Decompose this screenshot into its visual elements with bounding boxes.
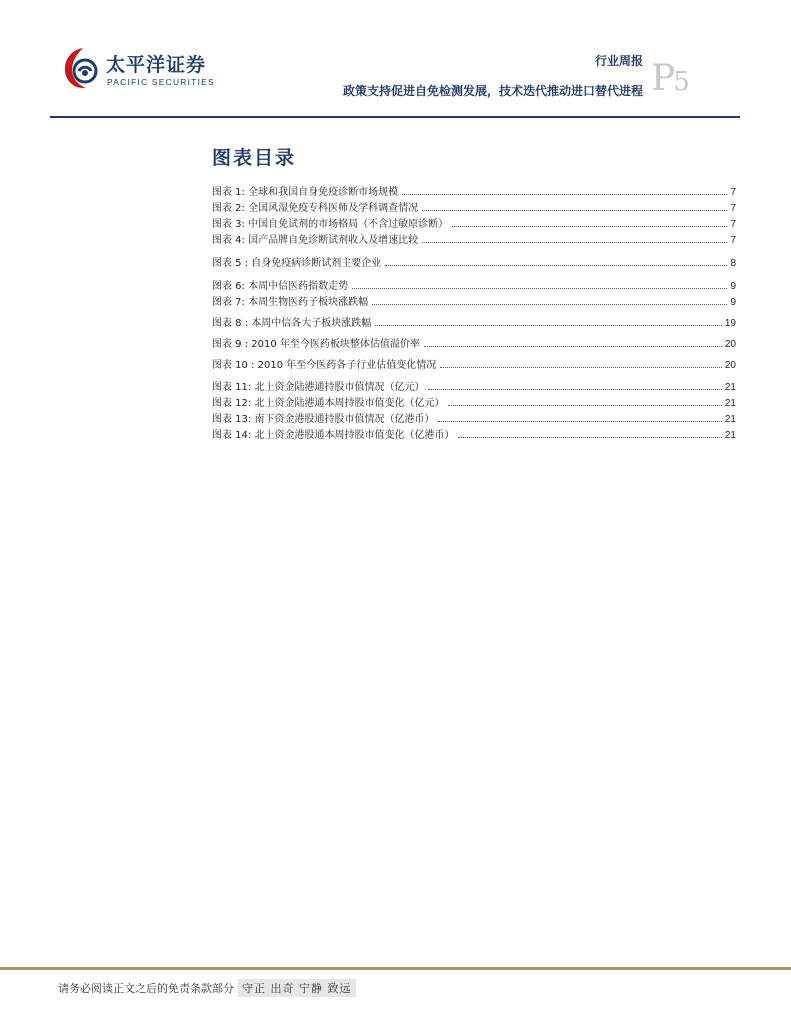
toc-leader-dots [440, 366, 722, 368]
toc-entry-label: 图表 4: 国产品牌自免诊断试剂收入及增速比较 [212, 235, 419, 246]
toc-entry-page: 20 [724, 339, 736, 350]
toc-entry-page: 9 [730, 281, 736, 292]
toc-entry-page: 21 [724, 382, 736, 393]
toc-leader-dots [428, 388, 721, 390]
disclaimer-text: 请务必阅读正文之后的免责条款部分 [58, 982, 234, 995]
toc-entry-page: 21 [724, 398, 736, 409]
toc-leader-dots [375, 324, 722, 326]
toc-entry-label: 图表 5 : 自身免疫病诊断试剂主要企业 [212, 258, 382, 269]
toc-entry-page: 21 [724, 414, 736, 425]
brand-name-en: PACIFIC SECURITIES [107, 77, 215, 87]
toc-entry[interactable] [212, 278, 736, 292]
toc-entry-label: 图表 2: 全国风湿免疫专科医师及学科调查情况 [212, 203, 419, 214]
toc-entry-label: 图表 7: 本周生物医药子板块涨跌幅 [212, 297, 369, 308]
toc-entry[interactable] [212, 395, 736, 409]
toc-entry-page: 9 [730, 297, 736, 308]
page-letter: P [651, 58, 674, 99]
brand-name-cn: 太平洋证券 [106, 54, 207, 76]
toc-leader-dots [385, 264, 727, 266]
toc-entry[interactable] [212, 336, 736, 350]
toc-leader-dots [438, 420, 721, 422]
toc-leader-dots [352, 287, 727, 289]
toc-entry-page: 21 [724, 430, 736, 441]
header-divider [50, 116, 740, 118]
toc-leader-dots [422, 241, 727, 243]
toc-entry[interactable] [212, 184, 736, 198]
toc-entry-label: 图表 10 : 2010 年至今医药各子行业估值变化情况 [212, 360, 437, 371]
report-type: 行业周报 [594, 54, 643, 68]
toc-entry[interactable] [212, 357, 736, 371]
toc-entry-label: 图表 9 : 2010 年至今医药板块整体估值溢价率 [212, 339, 420, 350]
toc-entry-page: 7 [730, 203, 736, 214]
toc-leader-dots [452, 225, 727, 227]
toc-leader-dots [458, 436, 721, 438]
toc-entry-label: 图表 12: 北上资金陆港通本周持股市值变化（亿元） [212, 398, 445, 409]
toc-leader-dots [372, 303, 727, 305]
toc-entry-label: 图表 1: 全球和我国自身免疫诊断市场规模 [212, 187, 399, 198]
toc-entry-label: 图表 14: 北上资金港股通本周持股市值变化（亿港币） [212, 430, 455, 441]
toc-entry-page: 7 [730, 219, 736, 230]
toc-entry-label: 图表 3: 中国自免试剂的市场格局（不含过敏原诊断） [212, 219, 449, 230]
toc-title: 图表目录 [212, 147, 297, 169]
toc-entry[interactable] [212, 232, 736, 246]
toc-leader-dots [448, 404, 721, 406]
page-digit: 5 [673, 67, 688, 97]
toc-entry-label: 图表 13: 南下资金港股通持股市值情况（亿港币） [212, 414, 435, 425]
toc-entry[interactable] [212, 294, 736, 308]
toc-entry[interactable] [212, 200, 736, 214]
toc-leader-dots [424, 345, 722, 347]
toc-entry[interactable] [212, 255, 736, 269]
pacific-logo-icon [62, 44, 104, 92]
toc-entry-label: 图表 11: 北上资金陆港通持股市值情况（亿元） [212, 382, 425, 393]
toc-entry[interactable] [212, 411, 736, 425]
footer-divider [0, 967, 791, 970]
toc-entry-label: 图表 8 : 本周中信各大子板块涨跌幅 [212, 318, 372, 329]
report-title: 政策支持促进自免检测发展，技术迭代推动进口替代进程 [342, 84, 643, 98]
toc-entry[interactable] [212, 315, 736, 329]
toc-entry-page: 7 [730, 187, 736, 198]
footer [58, 979, 356, 997]
toc-entry[interactable] [212, 379, 736, 393]
company-motto: 守正 出奇 宁静 致远 [238, 979, 356, 997]
toc-leader-dots [422, 209, 727, 211]
company-logo [62, 44, 262, 94]
toc-entry-page: 20 [724, 360, 736, 371]
toc-entry[interactable] [212, 427, 736, 441]
toc-entry[interactable] [212, 216, 736, 230]
toc-entry-label: 图表 6: 本周中信医药指数走势 [212, 281, 349, 292]
toc-entry-page: 19 [724, 318, 736, 329]
toc-entry-page: 7 [730, 235, 736, 246]
toc-leader-dots [402, 193, 727, 195]
toc-entry-page: 8 [730, 258, 736, 269]
page-number [651, 58, 688, 99]
